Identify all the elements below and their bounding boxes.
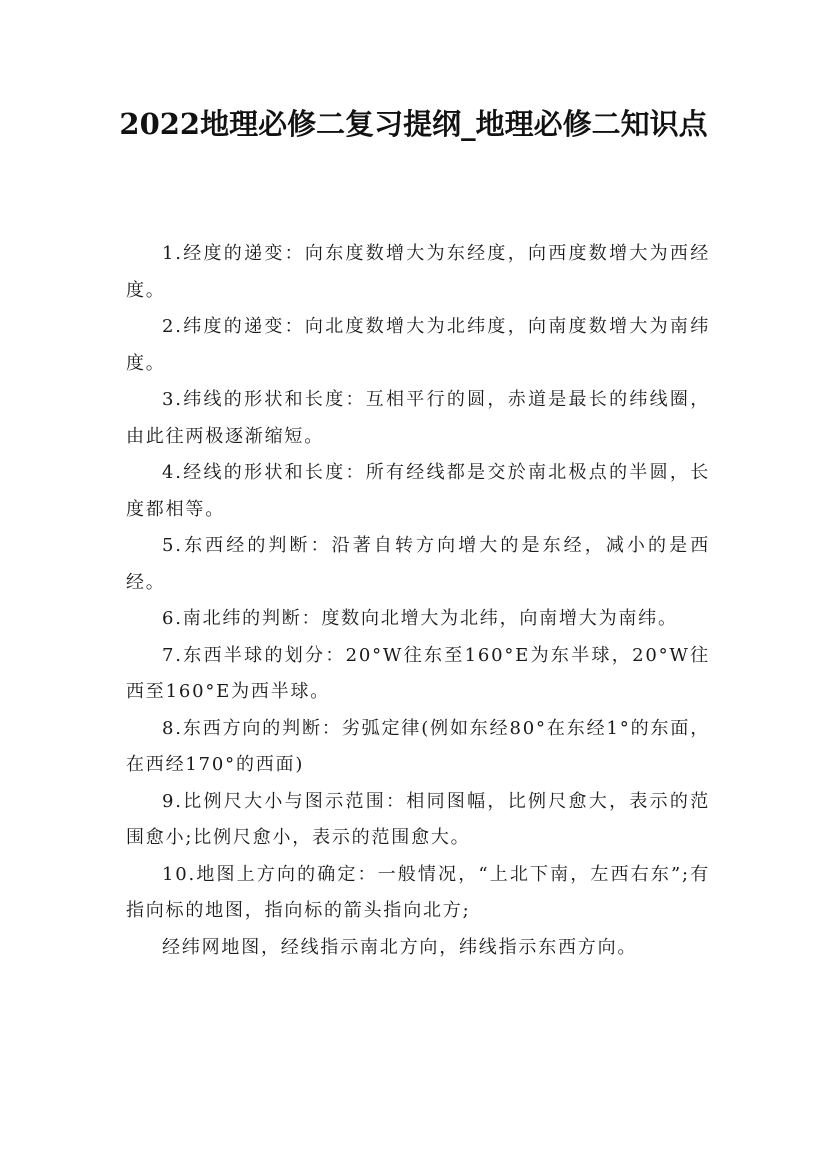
document-body bbox=[126, 236, 710, 966]
paragraph-4: 4.经线的形状和长度：所有经线都是交於南北极点的半圆，长度都相等。 bbox=[126, 462, 710, 520]
paragraph-6: 6.南北纬的判断：度数向北增大为北纬，向南增大为南纬。 bbox=[162, 608, 678, 629]
paragraph-11: 经纬网地图，经线指示南北方向，纬线指示东西方向。 bbox=[162, 936, 638, 958]
paragraph-5: 5.东西经的判断：沿著自转方向增大的是东经，减小的是西经。 bbox=[126, 535, 710, 593]
paragraph-1: 1.经度的递变：向东度数增大为东经度，向西度数增大为西经度。 bbox=[126, 243, 710, 301]
paragraph-7: 7.东西半球的划分：20°W往东至160°E为东半球，20°W往西至160°E为西半球。 bbox=[126, 644, 710, 702]
page-title: 2022地理必修二复习提纲_地理必修二知识点 bbox=[119, 107, 708, 141]
paragraph-10: 10.地图上方向的确定：一般情况，“上北下南，左西右东”;有指向标的地图，指向标的箭头指向北方; bbox=[126, 863, 710, 921]
paragraph-3: 3.纬线的形状和长度：互相平行的圆，赤道是最长的纬线圈，由此往两极逐渐缩短。 bbox=[126, 389, 710, 447]
paragraph-8: 8.东西方向的判断：劣弧定律(例如东经80°在东经1°的东面，在西经170°的西面) bbox=[126, 717, 710, 775]
paragraph-9: 9.比例尺大小与图示范围：相同图幅，比例尺愈大，表示的范围愈小;比例尺愈小，表示的范围愈大。 bbox=[126, 790, 710, 848]
paragraph-2: 2.纬度的递变：向北度数增大为北纬度，向南度数增大为南纬度。 bbox=[126, 316, 710, 374]
